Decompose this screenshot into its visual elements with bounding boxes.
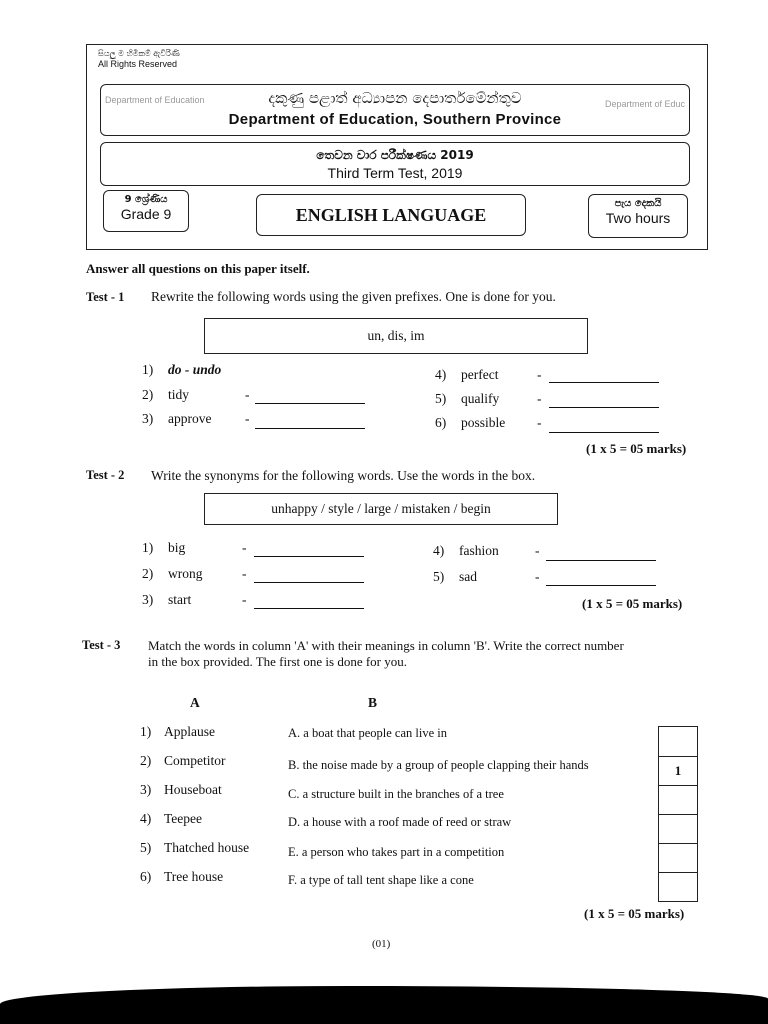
col-b-meaning: B. the noise made by a group of people clapping their hands — [288, 758, 589, 772]
test2-word-box: unhappy / style / large / mistaken / begin — [204, 493, 558, 525]
answer-blank[interactable] — [549, 432, 659, 433]
dash: - — [242, 540, 247, 555]
test1-marks: (1 x 5 = 05 marks) — [586, 441, 687, 456]
grade-box — [103, 190, 189, 232]
test2-marks: (1 x 5 = 05 marks) — [582, 596, 683, 611]
test1-word: tidy — [168, 387, 190, 402]
test2-word: wrong — [168, 566, 203, 581]
test2-question: Write the synonyms for the following words. Use the words in the box. — [151, 468, 536, 483]
column-b-header: B — [368, 695, 378, 710]
col-a-num: 3) — [140, 782, 152, 797]
department-name-si: දකුණු පළාත් අධ්‍යාපන දෙපාර්තමේන්තුව — [268, 89, 522, 107]
scan-edge-shadow — [0, 986, 768, 1024]
test1-example: do - undo — [168, 362, 222, 377]
test1-item-num: 6) — [435, 415, 447, 430]
general-instruction: Answer all questions on this paper itself. — [86, 261, 310, 276]
dash: - — [535, 543, 540, 558]
answer-cell[interactable] — [659, 785, 697, 815]
test1-item-num: 1) — [142, 362, 154, 377]
dash: - — [245, 387, 250, 402]
watermark-left: Department of Education — [105, 95, 205, 105]
rights-en: All Rights Reserved — [98, 59, 178, 69]
answer-blank[interactable] — [254, 608, 364, 609]
test3-label: Test - 3 — [82, 638, 121, 652]
col-a-word: Tree house — [164, 869, 224, 884]
column-a-header: A — [190, 695, 200, 710]
answer-blank[interactable] — [255, 403, 365, 404]
test1-question: Rewrite the following words using the given prefixes. One is done for you. — [151, 289, 556, 304]
answer-blank[interactable] — [549, 407, 659, 408]
dash: - — [245, 411, 250, 426]
answer-blank[interactable] — [254, 556, 364, 557]
dash: - — [537, 391, 542, 406]
test1-word: possible — [461, 415, 506, 430]
test2-item-num: 1) — [142, 540, 154, 555]
dash: - — [537, 367, 542, 382]
department-box — [100, 84, 690, 136]
subject-title: ENGLISH LANGUAGE — [256, 194, 526, 236]
col-b-meaning: A. a boat that people can live in — [288, 726, 447, 740]
col-b-meaning: E. a person who takes part in a competition — [288, 845, 505, 859]
test1-item-num: 2) — [142, 387, 154, 402]
duration-box — [588, 194, 688, 238]
term-box — [100, 142, 690, 186]
col-a-word: Teepee — [164, 811, 203, 826]
test2-label: Test - 2 — [86, 468, 125, 482]
dash: - — [242, 592, 247, 607]
test2-word: start — [168, 592, 192, 607]
answer-box-column — [658, 726, 698, 902]
col-a-num: 4) — [140, 811, 152, 826]
answer-cell[interactable] — [659, 727, 697, 757]
answer-cell[interactable]: 1 — [659, 756, 697, 786]
rights-si: සියලු ම හිමිකම් ඇවිරිණි — [98, 49, 180, 58]
term-title-si: තෙවන වාර පරීක්ෂණය 2019 — [316, 148, 474, 162]
dash: - — [535, 569, 540, 584]
test1-item-num: 3) — [142, 411, 154, 426]
col-a-word: Thatched house — [164, 840, 250, 855]
col-a-num: 6) — [140, 869, 152, 884]
test3-question-line2: in the box provided. The first one is done for you. — [148, 654, 407, 669]
col-b-meaning: F. a type of tall tent shape like a cone — [288, 873, 474, 887]
answer-cell[interactable] — [659, 814, 697, 844]
grade-si: 9 ශ්‍රේණිය — [124, 194, 168, 205]
dash: - — [537, 415, 542, 430]
test3-question-line1: Match the words in column 'A' with their meanings in column 'B'. Write the correct number — [148, 638, 624, 653]
col-a-word: Houseboat — [164, 782, 222, 797]
term-title-en: Third Term Test, 2019 — [327, 165, 463, 181]
answer-blank[interactable] — [546, 585, 656, 586]
answer-cell[interactable] — [659, 872, 697, 902]
col-b-meaning: D. a house with a roof made of reed or straw — [288, 815, 512, 829]
test2-word: fashion — [459, 543, 499, 558]
test1-prefix-box: un, dis, im — [204, 318, 588, 354]
duration-en: Two hours — [605, 210, 671, 226]
answer-blank[interactable] — [255, 428, 365, 429]
test1-item-num: 4) — [435, 367, 447, 382]
test2-item-num: 4) — [433, 543, 445, 558]
col-a-num: 2) — [140, 753, 152, 768]
test1-word: qualify — [461, 391, 500, 406]
dash: - — [242, 566, 247, 581]
test1-word: perfect — [461, 367, 499, 382]
answer-blank[interactable] — [549, 382, 659, 383]
test2-item-num: 5) — [433, 569, 445, 584]
duration-si: පැය දෙකයි — [614, 198, 662, 209]
test2-item-num: 2) — [142, 566, 154, 581]
test1-word: approve — [168, 411, 212, 426]
answer-blank[interactable] — [254, 582, 364, 583]
test1-label: Test - 1 — [86, 290, 125, 304]
test2-item-num: 3) — [142, 592, 154, 607]
answer-blank[interactable] — [546, 560, 656, 561]
col-b-meaning: C. a structure built in the branches of a tree — [288, 787, 504, 801]
test2-word: sad — [459, 569, 477, 584]
col-a-word: Applause — [164, 724, 215, 739]
test1-item-num: 5) — [435, 391, 447, 406]
col-a-word: Competitor — [164, 753, 226, 768]
test2-word: big — [168, 540, 186, 555]
grade-en: Grade 9 — [120, 206, 172, 222]
watermark-right: Department of Educ — [604, 99, 685, 109]
answer-cell[interactable] — [659, 843, 697, 873]
col-a-num: 5) — [140, 840, 152, 855]
test3-marks: (1 x 5 = 05 marks) — [584, 906, 685, 921]
page-number: (01) — [372, 938, 391, 950]
col-a-num: 1) — [140, 724, 152, 739]
department-name-en: Department of Education, Southern Province — [228, 111, 562, 128]
